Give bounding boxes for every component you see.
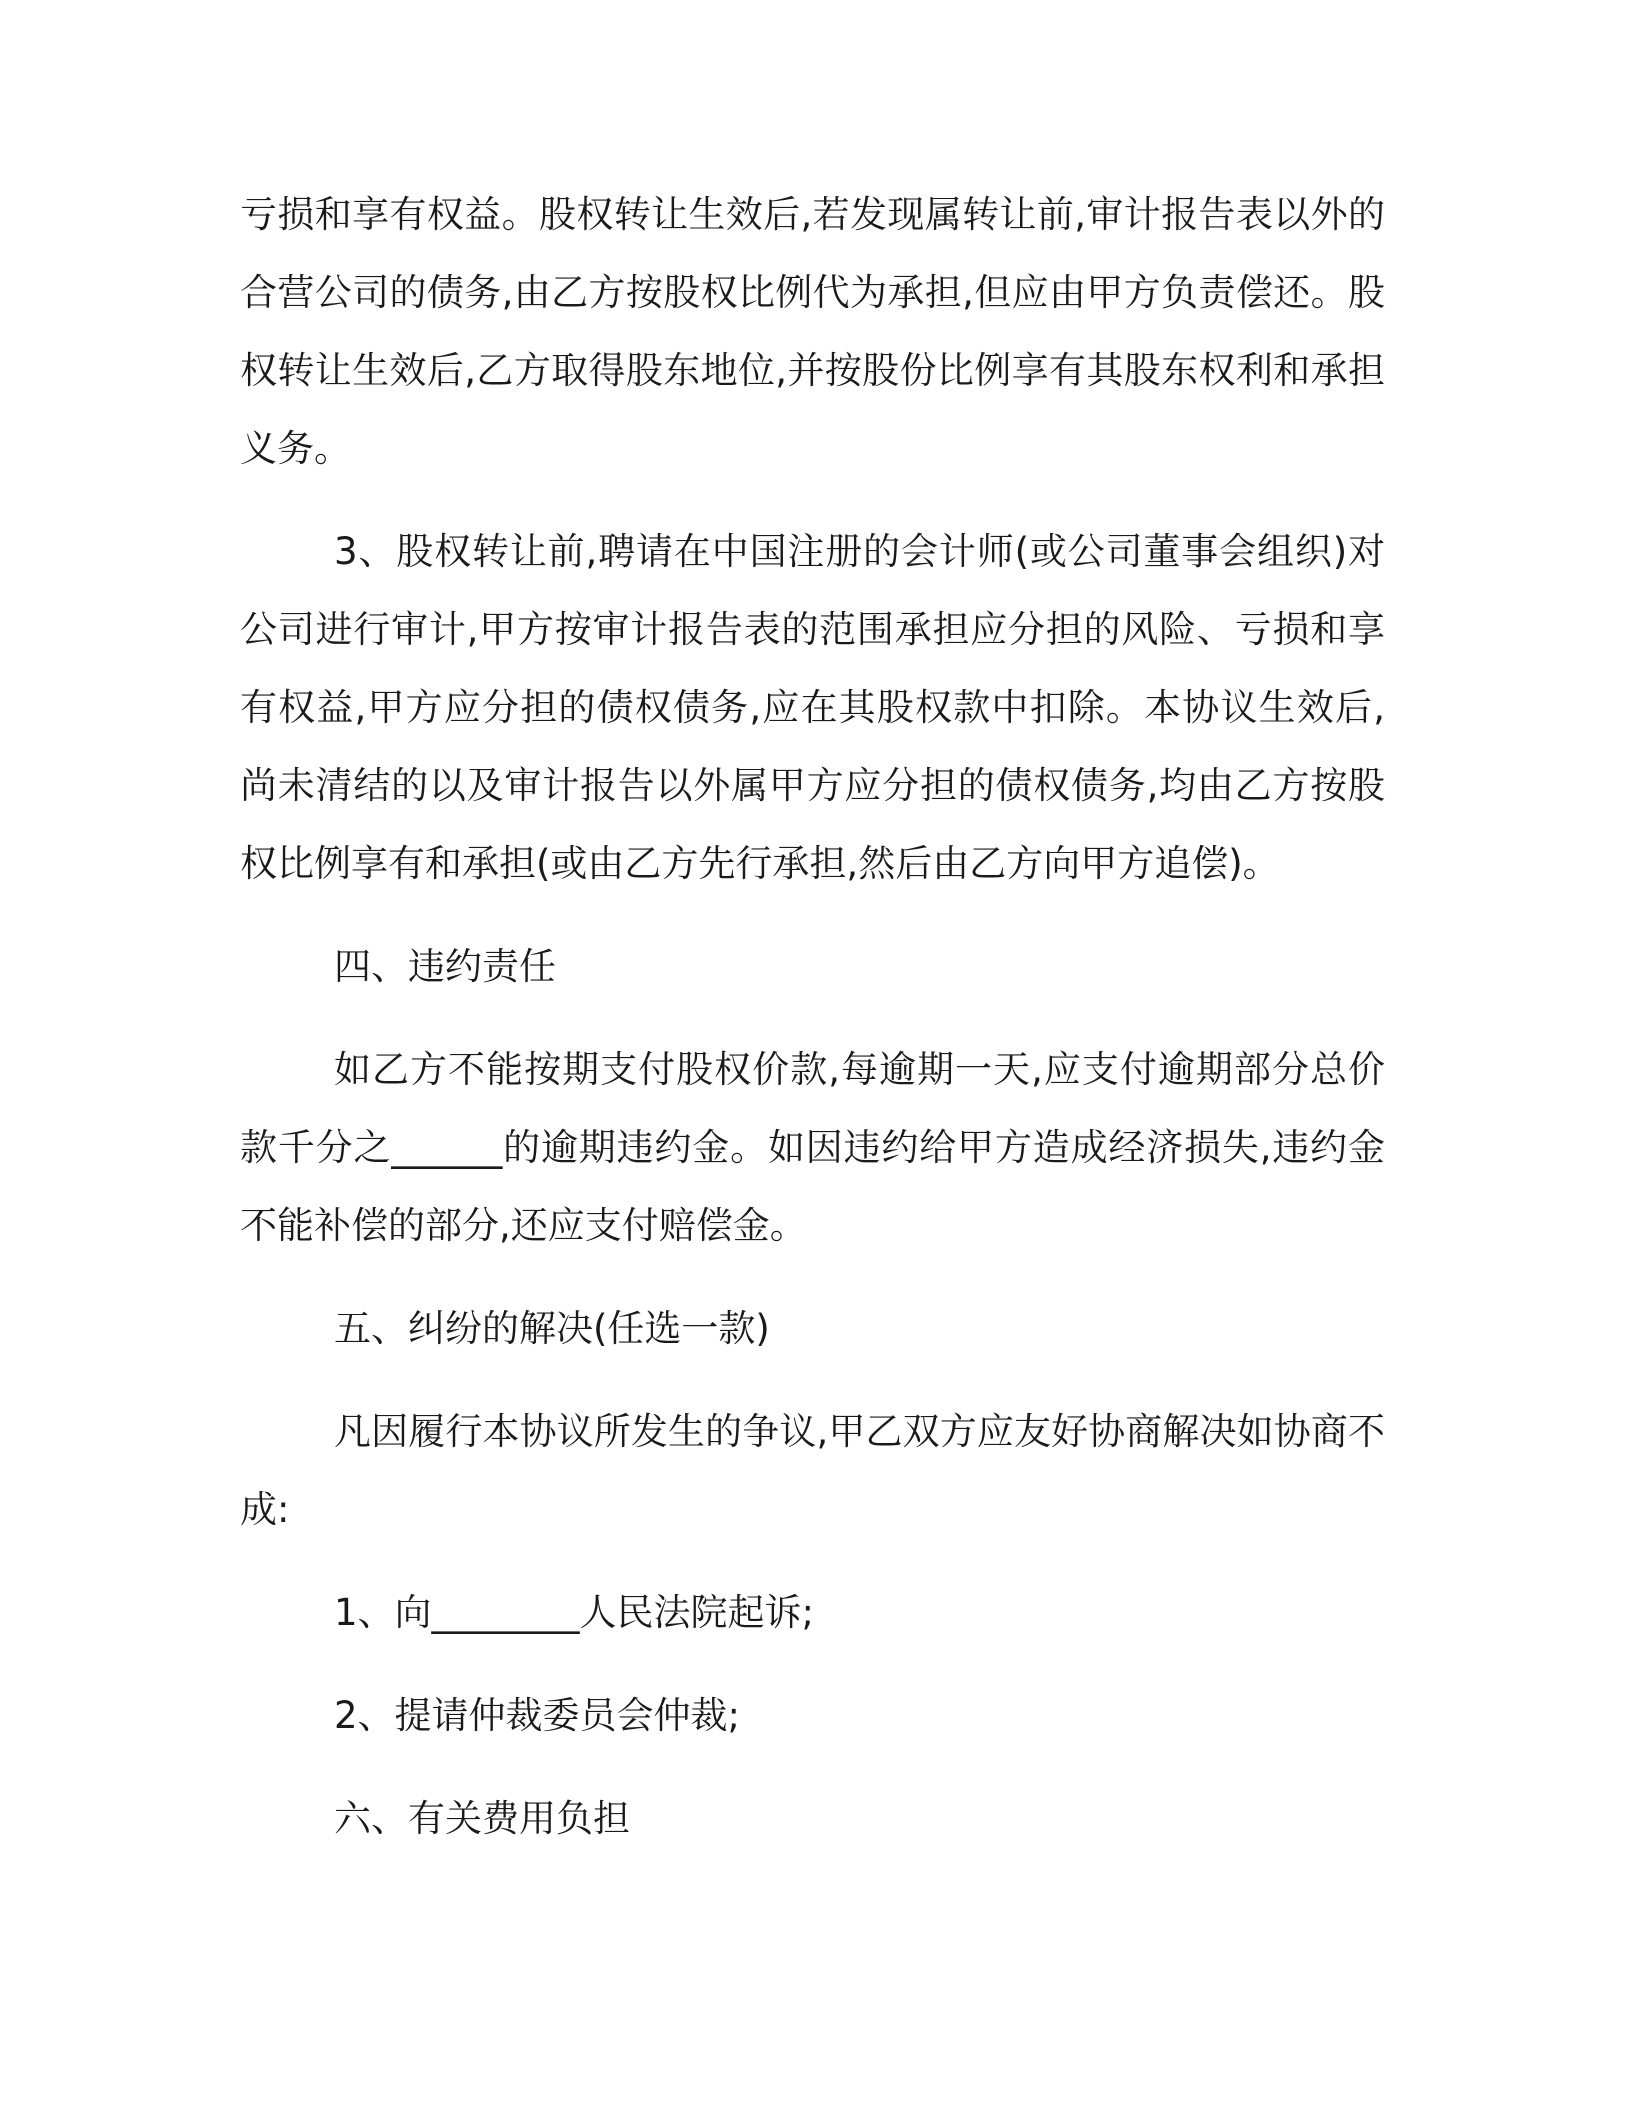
paragraph-continuation: 亏损和享有权益。股权转让生效后,若发现属转让前,审计报告表以外的合营公司的债务,由乙方按股权比例代为承担,但应由甲方负责偿还。股权转让生效后,乙方取得股东地位,并按股份比例享有其股东权利和承担义务。 (240, 193, 1385, 470)
document-body (240, 176, 1385, 1883)
section-heading-breach: 四、违约责任 (334, 945, 556, 988)
paragraph-clause-3: 3、股权转让前,聘请在中国注册的会计师(或公司董事会组织)对公司进行审计,甲方按审计报告表的范围承担应分担的风险、亏损和享有权益,甲方应分担的债权债务,应在其股权款中扣除。本协议生效后,尚未清结的以及审计报告以外属甲方应分担的债权债务,均由乙方按股权比例享有和承担(或由乙方先行承担,然后由乙方向甲方追偿)。 (240, 530, 1385, 885)
dispute-option-1: 1、向________人民法院起诉; (334, 1591, 815, 1634)
section-heading-costs: 六、有关费用负担 (334, 1797, 630, 1840)
paragraph-breach-liability: 如乙方不能按期支付股权价款,每逾期一天,应支付逾期部分总价款千分之______的逾期违约金。如因违约给甲方造成经济损失,违约金不能补偿的部分,还应支付赔偿金。 (240, 1048, 1385, 1247)
dispute-option-2: 2、提请仲裁委员会仲裁; (334, 1694, 741, 1737)
paragraph-dispute-resolution: 凡因履行本协议所发生的争议,甲乙双方应友好协商解决如协商不成: (240, 1410, 1385, 1531)
section-heading-dispute: 五、纠纷的解决(任选一款) (334, 1307, 770, 1350)
